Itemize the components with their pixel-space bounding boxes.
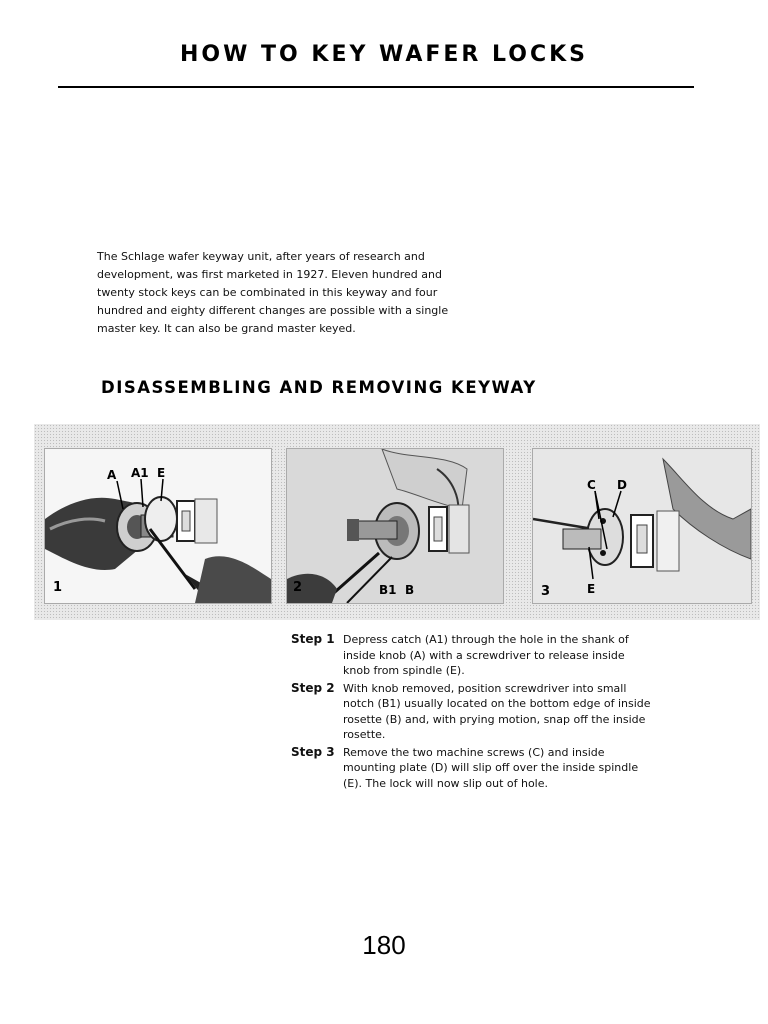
photo-strip — [34, 424, 760, 620]
figure-3-callout-e: E — [587, 582, 596, 596]
page-number: 180 — [362, 930, 406, 960]
figure-2-photo — [286, 448, 504, 604]
steps-list — [291, 632, 651, 793]
figure-3-photo — [532, 448, 752, 604]
figure-1-callout-a: A — [107, 468, 117, 482]
step-2-text: With knob removed, position screwdriver into small notch (B1) usually located on the bottom edge of inside rosette (B) and, with prying motion, snap off the inside rosette. — [343, 681, 651, 741]
figure-1-callout-a1: A1 — [131, 466, 149, 480]
figure-2-illustration — [287, 449, 503, 603]
figure-3-number: 3 — [541, 584, 551, 599]
figure-1-illustration — [45, 449, 271, 603]
figure-2-callout-b: B — [405, 583, 415, 597]
figure-3-callout-c: C — [587, 478, 596, 492]
step-3-text: Remove the two machine screws (C) and inside mounting plate (D) will slip off over the inside spindle (E). The lock will now slip out of hole. — [343, 745, 639, 790]
figure-1-number: 1 — [53, 580, 63, 595]
step-3 — [291, 745, 651, 792]
step-3-label: Step 3 — [291, 744, 335, 759]
figure-1-photo — [44, 448, 272, 604]
figure-3-callout-d: D — [617, 478, 627, 492]
figure-2-callout-b1: B1 — [379, 583, 397, 597]
page-title: HOW TO KEY WAFER LOCKS — [179, 42, 588, 67]
step-1-text: Depress catch (A1) through the hole in the shank of inside knob (A) with a screwdriver to release inside knob from spindle (E). — [343, 633, 629, 677]
step-2-label: Step 2 — [291, 680, 335, 695]
figure-1-callout-e: E — [157, 466, 166, 480]
step-1 — [291, 632, 651, 679]
step-2 — [291, 681, 651, 743]
section-heading: DISASSEMBLING AND REMOVING KEYWAY — [101, 378, 537, 397]
step-1-label: Step 1 — [291, 632, 335, 646]
figure-3-illustration — [533, 449, 751, 603]
title-rule — [58, 86, 694, 88]
intro-paragraph: The Schlage wafer keyway unit, after years of research and development, was first marketed in 1927. Eleven hundred and twenty stock keys can be combinated in this keyway and four hundred and eighty different changes are possible with a single master key. It can also be grand master keyed. — [97, 250, 449, 335]
figure-2-number: 2 — [293, 580, 303, 595]
